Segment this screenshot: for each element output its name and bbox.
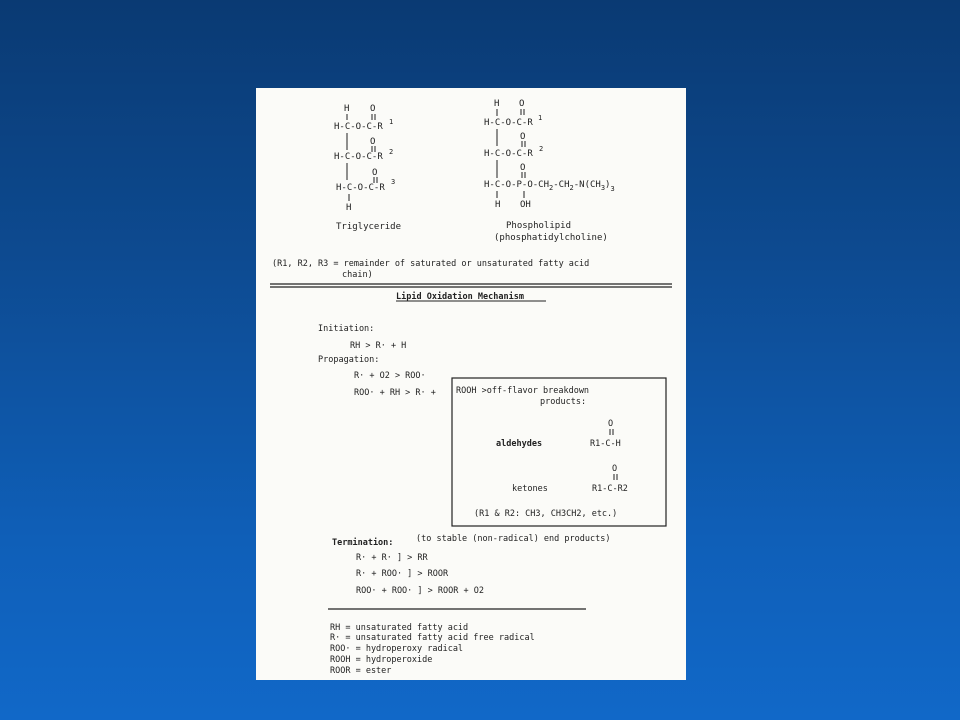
termination-eq-1: R· + R· ] > RR <box>356 553 428 563</box>
tg-row-1: H-C-O-C-R <box>334 122 383 132</box>
pl-oxygen-1: O <box>519 99 525 109</box>
termination-eq-3: ROO· + ROO· ] > ROOR + O2 <box>356 586 484 596</box>
propagation-eq-2: ROO· + RH > R· + <box>354 388 436 398</box>
footnote-line-2: chain) <box>342 270 373 280</box>
tg-row-2: H-C-O-C-R <box>334 152 383 162</box>
aldehyde-oxygen: O <box>608 419 614 429</box>
pl-oxygen-2: O <box>520 132 526 142</box>
legend-item-rooh: ROOH = hydroperoxide <box>330 655 433 665</box>
pl-sup-1: 1 <box>538 114 543 122</box>
legend-item-r-radical: R· = unsaturated fatty acid free radical <box>330 633 535 643</box>
pl-row-2: H-C-O-C-R <box>484 149 533 159</box>
pl-top-h: H <box>494 99 500 109</box>
tg-sup-1: 1 <box>389 118 394 126</box>
tg-oxygen-2: O <box>370 137 376 147</box>
ketone-formula: R1-C-R2 <box>592 484 628 494</box>
legend-item-roor: ROOR = ester <box>330 666 392 676</box>
tg-oxygen-1: O <box>370 104 376 114</box>
pl-row-1: H-C-O-C-R <box>484 118 533 128</box>
pl-caption: Phospholipid <box>506 221 572 231</box>
initiation-label: Initiation: <box>318 324 375 334</box>
tg-caption: Triglyceride <box>336 222 402 232</box>
pl-oh: OH <box>520 200 531 210</box>
legend-item-roo-radical: ROO· = hydroperoxy radical <box>330 644 464 654</box>
box-note: (R1 & R2: CH3, CH3CH2, etc.) <box>474 509 618 519</box>
tg-oxygen-3: O <box>372 168 378 178</box>
propagation-label: Propagation: <box>318 355 380 365</box>
termination-eq-2: R· + ROO· ] > ROOR <box>356 569 449 579</box>
box-equation: ROOH >off-flavor breakdown <box>456 386 590 396</box>
termination-note: (to stable (non-radical) end products) <box>416 534 611 544</box>
box-equation-2: products: <box>540 397 587 407</box>
tg-sup-3: 3 <box>391 178 396 186</box>
tg-sup-2: 2 <box>389 148 394 156</box>
pl-row-3: $H-C-O-P-O-CH_2-CH_2-N(CH_3)_3$ <box>484 180 615 193</box>
tg-row-3: H-C-O-C-R <box>336 183 385 193</box>
initiation-equation: RH > R· + H <box>350 341 407 351</box>
tg-bottom-h: H <box>346 203 352 213</box>
aldehyde-formula: R1-C-H <box>590 439 621 449</box>
ketone-oxygen: O <box>612 464 618 474</box>
scanned-figure <box>256 88 686 680</box>
pl-caption-2: (phosphatidylcholine) <box>494 233 608 243</box>
pl-sup-2: 2 <box>539 145 544 153</box>
termination-label: Termination: <box>332 538 394 548</box>
footnote-line-1: (R1, R2, R3 = remainder of saturated or unsaturated fatty acid <box>272 259 590 269</box>
document-page <box>256 88 686 680</box>
pl-bottom-h: H <box>495 200 501 210</box>
propagation-eq-1: R· + O2 > ROO· <box>354 371 426 381</box>
tg-top-h: H <box>344 104 350 114</box>
aldehydes-label: aldehydes <box>496 439 543 449</box>
ketones-label: ketones <box>512 484 548 494</box>
legend-item-rh: RH = unsaturated fatty acid <box>330 623 469 633</box>
mechanism-title: Lipid Oxidation Mechanism <box>396 292 524 302</box>
pl-oxygen-3: O <box>520 163 526 173</box>
